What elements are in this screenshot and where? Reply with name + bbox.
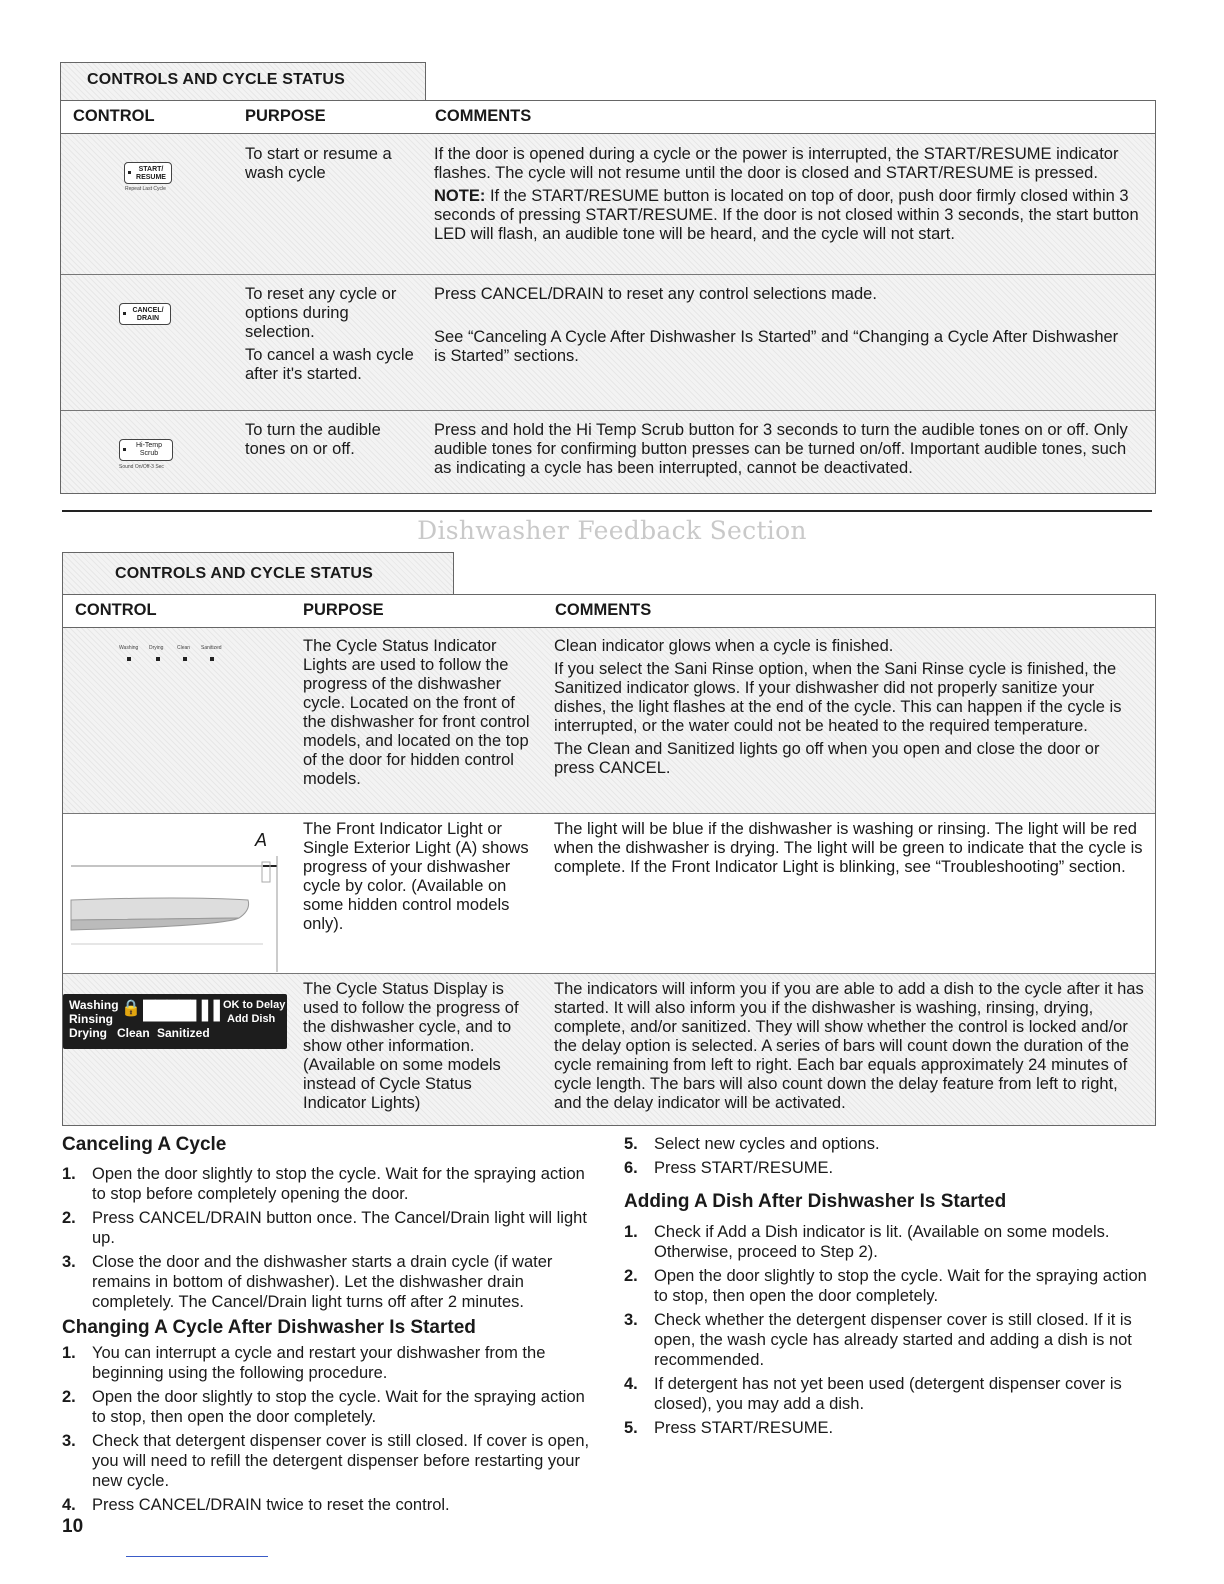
- header-purpose: PURPOSE: [245, 107, 326, 125]
- step-number: 6.: [624, 1159, 638, 1177]
- display-ok-to-delay: OK to Delay: [223, 999, 286, 1011]
- step-text: Check whether the detergent dispenser cover is still closed. If it is open, the wash cycle has already started and adding a dish is not recommended.: [654, 1311, 1132, 1369]
- comments-cell: [554, 980, 1148, 1117]
- comments-cell: [434, 285, 1134, 370]
- step-number: 1.: [62, 1344, 76, 1362]
- table2-row-cycle-status-display: [63, 973, 1155, 1127]
- step-text: Press CANCEL/DRAIN button once. The Cancel/Drain light will light up.: [92, 1209, 587, 1247]
- table1-title-tab: [60, 62, 426, 100]
- display-rinsing: Rinsing: [69, 1012, 113, 1026]
- step-text: Check if Add a Dish indicator is lit. (Available on some models. Otherwise, proceed to Step 2).: [654, 1223, 1110, 1261]
- comment-text: If the START/RESUME button is located on top of door, push door firmly closed within 3 seconds of pressing START/RESUME. If the door is not closed within 3 seconds, the start button LED will flash, an audible tone will be heard, and the cycle will not start.: [434, 187, 1139, 243]
- table1-row-hi-temp-scrub: [61, 410, 1155, 495]
- list-item: [62, 1164, 592, 1204]
- comment-text: The light will be blue if the dishwasher is washing or rinsing. The light will be red when the dishwasher is drying. The light will be green to indicate that the cycle is complete. If the Front Indicator Light is blinking, see “Troubleshooting” section.: [554, 820, 1143, 876]
- list-item: [62, 1343, 592, 1383]
- table2-title-tab: [62, 552, 454, 594]
- comment-text: The indicators will inform you if you are able to add a dish to the cycle after it has started. It will also inform you if the dishwasher is washing, rinsing, drying, complete, and/or sanitized. They will show whether the control is locked and/or the delay option is selected. A series of bars will count down the duration of the cycle remaining from left to right. Each bar equals approximately 24 minutes of cycle length. The bars will also count down the delay feature from left to right, and the delay indicator will be activated.: [554, 980, 1144, 1112]
- table1-row-start-resume: [61, 133, 1155, 274]
- indicator-light-icon: [156, 657, 160, 661]
- button-sublabel: Sound On/Off-3 Sec: [119, 464, 164, 470]
- button-line: CANCEL/: [132, 307, 164, 314]
- step-number: 4.: [62, 1496, 76, 1514]
- comment-text: See “Canceling A Cycle After Dishwasher Is Started” and “Changing a Cycle After Dishwasher is Started” sections.: [434, 328, 1119, 365]
- step-text: Check that detergent dispenser cover is still closed. If cover is open, you will need to refill the detergent dispenser before restarting your new cycle.: [92, 1432, 590, 1490]
- step-number: 2.: [62, 1209, 76, 1227]
- cycle-status-display-image: [63, 994, 287, 1049]
- indicator-label-sanitized: Sanitized: [201, 645, 222, 651]
- step-number: 5.: [624, 1135, 638, 1153]
- comment-text: Press CANCEL/DRAIN to reset any control selections made.: [434, 285, 877, 303]
- hi-temp-scrub-button-image: [119, 439, 173, 461]
- list-item: [62, 1495, 592, 1515]
- purpose-text: The Cycle Status Indicator Lights are used to follow the progress of the dishwasher cycle. Located on the front of the dishwasher for front control models, and located on the top of the door for hidden control models.: [303, 637, 530, 788]
- indicator-label-washing: Washing: [119, 645, 139, 651]
- changing-steps-part1: [62, 1343, 592, 1519]
- step-number: 2.: [624, 1267, 638, 1285]
- adding-heading: Adding A Dish After Dishwasher Is Started: [624, 1191, 1007, 1212]
- button-line: RESUME: [136, 174, 166, 181]
- header-purpose: PURPOSE: [303, 601, 384, 619]
- list-item: [62, 1431, 592, 1491]
- feedback-section-title: Dishwasher Feedback Section: [417, 516, 807, 545]
- purpose-cell: [245, 421, 415, 463]
- indicator-label-drying: Drying: [149, 645, 164, 651]
- display-drying: Drying: [69, 1026, 108, 1040]
- note-paragraph: [434, 187, 1144, 244]
- header-comments: COMMENTS: [555, 601, 652, 619]
- step-text: Press START/RESUME.: [654, 1159, 834, 1177]
- list-item: [624, 1418, 1154, 1438]
- indicator-label-clean: Clean: [177, 645, 191, 651]
- led-icon: [123, 448, 126, 451]
- step-text: Open the door slightly to stop the cycle. Wait for the spraying action to stop, then open the door completely.: [654, 1267, 1147, 1305]
- page-number: 10: [62, 1516, 84, 1537]
- comment-text: Press and hold the Hi Temp Scrub button for 3 seconds to turn the audible tones on or off. Only audible tones for confirming button presses can be turned on/off. Important audible tones, such as indicating a cycle has been interrupted, cannot be deactivated.: [434, 421, 1128, 477]
- indicator-light-icon: [127, 657, 131, 661]
- purpose-text: To turn the audible tones on or off.: [245, 421, 381, 458]
- display-clean: Clean: [117, 1026, 150, 1040]
- step-text: If detergent has not yet been used (detergent dispenser cover is closed), you may add a dish.: [654, 1375, 1122, 1413]
- canceling-steps: [62, 1164, 592, 1316]
- comment-text: Clean indicator glows when a cycle is finished.: [554, 637, 894, 655]
- step-number: 1.: [624, 1223, 638, 1241]
- list-item: [624, 1266, 1154, 1306]
- comment-text: The Clean and Sanitized lights go off when you open and close the door or press CANCEL.: [554, 740, 1100, 777]
- list-item: [624, 1134, 1154, 1154]
- purpose-text: The Cycle Status Display is used to follow the progress of the dishwasher cycle, and to show other information. (Available on some models instead of Cycle Status Indicator Lights): [303, 980, 519, 1112]
- bottom-rule: [126, 1556, 268, 1557]
- purpose-cell: [245, 285, 420, 388]
- purpose-text: To cancel a wash cycle after it's started.: [245, 346, 414, 383]
- indicator-light-icon: [183, 657, 187, 661]
- adding-steps: [624, 1222, 1154, 1442]
- purpose-text: To reset any cycle or options during selection.: [245, 285, 397, 341]
- step-number: 3.: [62, 1432, 76, 1450]
- purpose-cell: [245, 145, 420, 187]
- step-number: 4.: [624, 1375, 638, 1393]
- progress-bars-icon: ████▌▌▌: [143, 1000, 226, 1020]
- purpose-text: The Front Indicator Light or Single Exterior Light (A) shows progress of your dishwasher cycle by color. (Available on some hidden control models only).: [303, 820, 529, 933]
- table1-row-cancel-drain: [61, 274, 1155, 411]
- table1-title: CONTROLS AND CYCLE STATUS: [87, 71, 346, 88]
- lock-icon: 🔒: [121, 1000, 141, 1017]
- header-control: CONTROL: [73, 107, 155, 125]
- list-item: [624, 1374, 1154, 1414]
- purpose-cell: [303, 980, 535, 1117]
- indicator-light-icon: [210, 657, 214, 661]
- comment-text: If the door is opened during a cycle or the power is interrupted, the START/RESUME indicator flashes. The cycle will not resume until the door is closed and START/RESUME is pressed.: [434, 145, 1119, 182]
- step-text: Press START/RESUME.: [654, 1419, 834, 1437]
- header-control: CONTROL: [75, 601, 157, 619]
- led-icon: [128, 171, 131, 174]
- display-washing: Washing: [69, 998, 119, 1012]
- table2-title: CONTROLS AND CYCLE STATUS: [115, 565, 374, 582]
- button-sublabel: Repeat Last Cycle: [125, 186, 166, 192]
- section-divider: [62, 510, 1152, 512]
- step-number: 5.: [624, 1419, 638, 1437]
- table2-row-front-indicator-light: [63, 813, 1155, 974]
- led-icon: [123, 312, 126, 315]
- list-item: [624, 1158, 1154, 1178]
- comment-text: If you select the Sani Rinse option, when the Sani Rinse cycle is finished, the Sanitized indicator glows. If your dishwasher did not properly sanitize your dishes, the light flashes at the end of the cycle. This can happen if the cycle is interrupted, or the water could not be heated to the required temperature.: [554, 660, 1122, 735]
- comments-cell: [434, 145, 1144, 248]
- step-number: 3.: [624, 1311, 638, 1329]
- step-text: Close the door and the dishwasher starts a drain cycle (if water remains in bottom of dishwasher). Let the dishwasher drain completely. The Cancel/Drain light turns off after 2 minutes.: [92, 1253, 553, 1311]
- note-label: NOTE:: [434, 187, 486, 205]
- canceling-heading: Canceling A Cycle: [62, 1134, 227, 1155]
- step-number: 3.: [62, 1253, 76, 1271]
- table2-row-status-indicator-lights: [63, 627, 1155, 813]
- step-text: Open the door slightly to stop the cycle. Wait for the spraying action to stop, then open the door completely.: [92, 1388, 585, 1426]
- step-text: Press CANCEL/DRAIN twice to reset the control.: [92, 1496, 450, 1514]
- button-line: Scrub: [139, 450, 159, 457]
- display-add-dish: Add Dish: [227, 1013, 276, 1025]
- controls-table-1: [60, 100, 1156, 494]
- purpose-cell: [303, 637, 535, 793]
- list-item: [62, 1208, 592, 1248]
- comments-cell: [434, 421, 1144, 482]
- list-item: [62, 1252, 592, 1312]
- callout-letter: A: [255, 830, 268, 850]
- step-text: Select new cycles and options.: [654, 1135, 880, 1153]
- changing-steps-part2: [624, 1134, 1154, 1182]
- comments-cell: [554, 820, 1144, 881]
- button-line: DRAIN: [136, 315, 160, 322]
- list-item: [624, 1222, 1154, 1262]
- step-text: You can interrupt a cycle and restart your dishwasher from the beginning using the following procedure.: [92, 1344, 546, 1382]
- controls-table-2: [62, 594, 1156, 1126]
- changing-heading: Changing A Cycle After Dishwasher Is Started: [62, 1317, 476, 1338]
- table1-header: [61, 101, 1155, 134]
- cancel-drain-button-image: [119, 303, 171, 325]
- step-number: 2.: [62, 1388, 76, 1406]
- table2-header: [63, 595, 1155, 628]
- header-comments: COMMENTS: [435, 107, 532, 125]
- step-number: 1.: [62, 1165, 76, 1183]
- purpose-cell: [303, 820, 535, 938]
- purpose-text: To start or resume a wash cycle: [245, 145, 392, 182]
- start-resume-button-image: [124, 162, 172, 184]
- button-line: START/: [138, 166, 164, 173]
- list-item: [624, 1310, 1154, 1370]
- step-text: Open the door slightly to stop the cycle. Wait for the spraying action to stop before completely opening the door.: [92, 1165, 585, 1203]
- list-item: [62, 1387, 592, 1427]
- comments-cell: [554, 637, 1144, 782]
- display-sanitized: Sanitized: [157, 1026, 210, 1040]
- button-line: Hi-Temp: [135, 442, 163, 449]
